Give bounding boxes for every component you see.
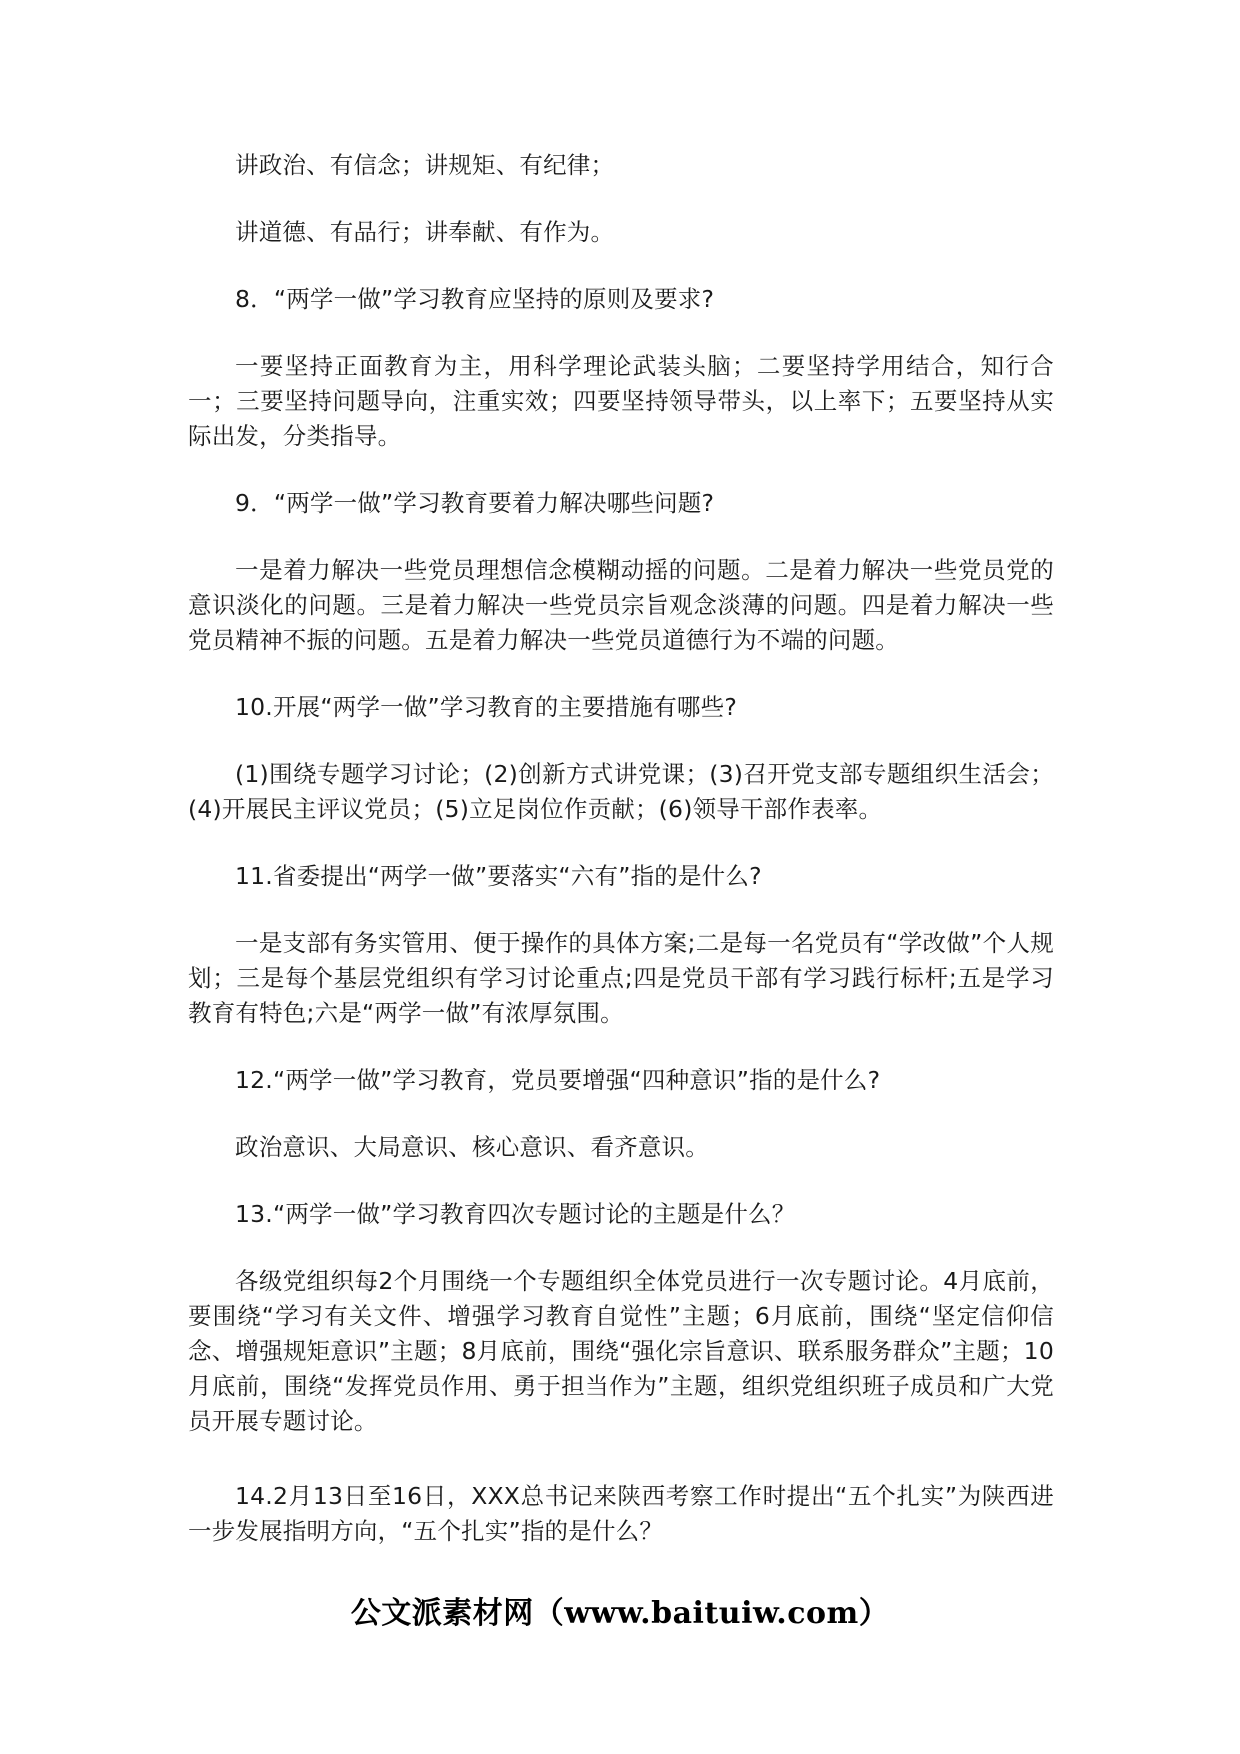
question-13: 13.“两学一做”学习教育四次专题讨论的主题是什么？: [235, 1200, 796, 1228]
footer-watermark: 公文派素材网（www.baituiw.com）: [350, 1596, 890, 1631]
question-10: 10.开展“两学一做”学习教育的主要措施有哪些?: [235, 693, 737, 721]
paragraph-1: 讲政治、有信念；讲规矩、有纪律；: [235, 151, 615, 179]
document-body: [188, 148, 1054, 1581]
answer-12: 政治意识、大局意识、核心意识、看齐意识。: [235, 1133, 709, 1161]
answer-10: (1)围绕专题学习讨论；(2)创新方式讲党课；(3)召开党支部专题组织生活会；(4)开展民主评议党员；(5)立足岗位作贡献；(6)领导干部作表率。: [188, 760, 1054, 823]
answer-11: 一是支部有务实管用、便于操作的具体方案;二是每一名党员有“学改做”个人规划；三是每个基层党组织有学习讨论重点;四是党员干部有学习践行标杆;五是学习教育有特色;六是“两学一做”有浓厚氛围。: [188, 929, 1054, 1027]
answer-9: 一是着力解决一些党员理想信念模糊动摇的问题。二是着力解决一些党员党的意识淡化的问题。三是着力解决一些党员宗旨观念淡薄的问题。四是着力解决一些党员精神不振的问题。五是着力解决一些党员道德行为不端的问题。: [188, 556, 1054, 654]
answer-13: 各级党组织每2个月围绕一个专题组织全体党员进行一次专题讨论。4月底前，要围绕“学习有关文件、增强学习教育自觉性”主题；6月底前，围绕“坚定信仰信念、增强规矩意识”主题；8月底前，围绕“强化宗旨意识、联系服务群众”主题；10月底前，围绕“发挥党员作用、勇于担当作为”主题，组织党组织班子成员和广大党员开展专题讨论。: [188, 1267, 1054, 1435]
answer-8: 一要坚持正面教育为主，用科学理论武装头脑；二要坚持学用结合，知行合一；三要坚持问题导向，注重实效；四要坚持领导带头，以上率下；五要坚持从实际出发，分类指导。: [188, 352, 1054, 450]
question-14: 14.2月13日至16日，XXX总书记来陕西考察工作时提出“五个扎实”为陕西进一步发展指明方向，“五个扎实”指的是什么？: [188, 1482, 1054, 1545]
question-9: 9．“两学一做”学习教育要着力解决哪些问题?: [235, 489, 715, 517]
question-12: 12.“两学一做”学习教育，党员要增强“四种意识”指的是什么?: [235, 1066, 881, 1094]
paragraph-2: 讲道德、有品行；讲奉献、有作为。: [235, 218, 615, 246]
question-11: 11.省委提出“两学一做”要落实“六有”指的是什么?: [235, 862, 762, 890]
question-8: 8．“两学一做”学习教育应坚持的原则及要求?: [235, 285, 715, 313]
